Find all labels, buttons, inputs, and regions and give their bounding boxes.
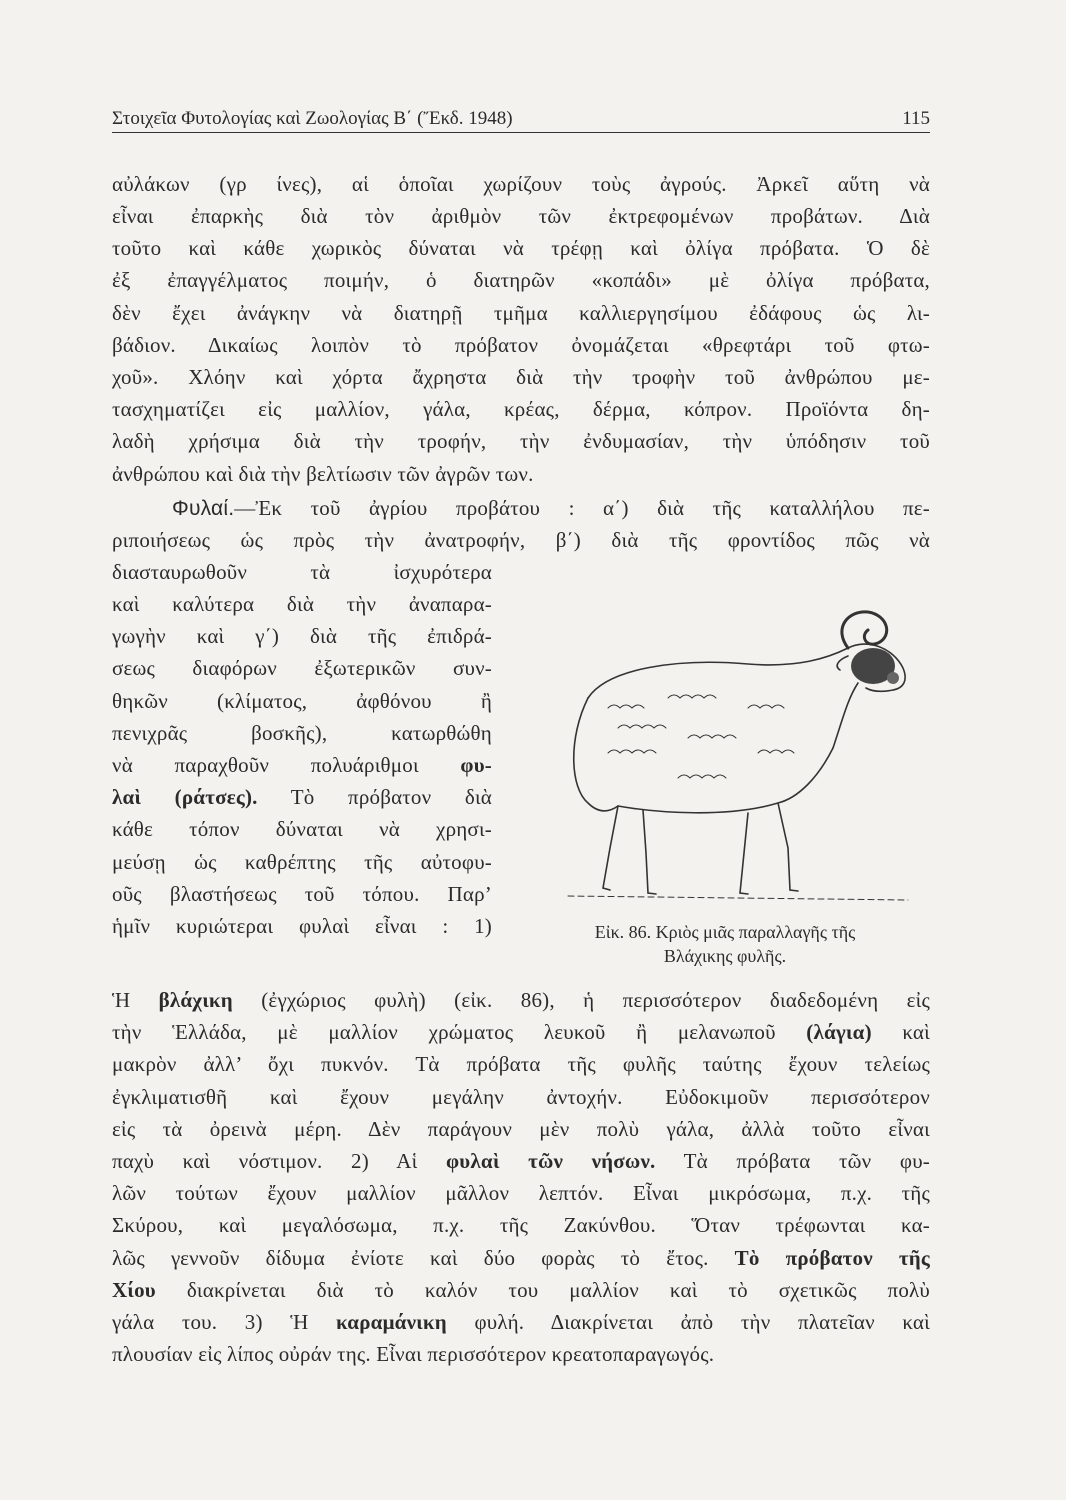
narrow-line: καὶ καλύτερα διὰ τὴν ἀναπαρα- bbox=[112, 592, 492, 616]
text-line bbox=[112, 1278, 930, 1303]
text-line bbox=[112, 1117, 930, 1142]
text-line bbox=[112, 1085, 930, 1110]
text-line: ἐξ ἐπαγγέλματος ποιμήν, ὁ διατηρῶν «κοπάδι» μὲ ὀλίγα πρόβατα, bbox=[112, 268, 930, 292]
text-span: Τὰ πρόβατα τῶν φυ- bbox=[655, 1149, 930, 1173]
narrow-line: διασταυρωθοῦν τὰ ἰσχυρότερα bbox=[112, 560, 492, 584]
narrow-line: οῦς βλαστήσεως τοῦ τόπου. Παρ’ bbox=[112, 882, 492, 906]
bold-term: Τὸ πρόβατον τῆς bbox=[734, 1246, 930, 1270]
text-span: φυλή. Διακρίνεται ἀπὸ τὴν πλατεῖαν καὶ bbox=[446, 1310, 930, 1334]
text-span: γάλα του. 3) Ἡ bbox=[112, 1310, 337, 1334]
narrow-line-with-bold bbox=[112, 753, 492, 778]
text-line bbox=[112, 1020, 930, 1045]
text-line: ριποιήσεως ὡς πρὸς τὴν ἀνατροφήν, β΄) διὰ τῆς φροντίδος πῶς νὰ bbox=[112, 528, 930, 552]
bold-term: καραμάνικη bbox=[336, 1310, 447, 1334]
text-span: εἰς τὰ ὀρεινὰ μέρη. Δὲν παράγουν μὲν πολὺ γάλα, ἀλλὰ τοῦτο εἶναι bbox=[112, 1117, 930, 1141]
caption-line: Εἰκ. 86. Κριὸς μιᾶς παραλλαγῆς τῆς bbox=[594, 922, 856, 942]
text-line: χοῦ». Χλόην καὶ χόρτα ἄχρηστα διὰ τὴν τροφὴν τοῦ ἀνθρώπου με- bbox=[112, 365, 930, 389]
narrow-text: Τὸ πρόβατον διὰ bbox=[290, 785, 492, 809]
section-text: —Ἐκ τοῦ ἀγρίου προβάτου : α΄) διὰ τῆς καταλλήλου πε- bbox=[234, 496, 930, 520]
text-span: ἐγκλιματισθῆ καὶ ἔχουν μεγάλην ἀντοχήν. Εὐδοκιμοῦν περισσότερον bbox=[112, 1085, 930, 1109]
page-number: 115 bbox=[902, 108, 930, 129]
text-span: διακρίνεται διὰ τὸ καλόν του μαλλίον καὶ τὸ σχετικῶς πολὺ bbox=[155, 1278, 930, 1302]
running-header bbox=[112, 106, 930, 133]
text-span: (ἐγχώριος φυλὴ) (εἰκ. 86), ἡ περισσότερον διαδεδομένη εἰς bbox=[232, 988, 930, 1012]
text-span: λῶν τούτων ἔχουν μαλλίον μᾶλλον λεπτόν. Εἶναι μικρόσωμα, π.χ. τῆς bbox=[112, 1181, 930, 1205]
narrow-line: πενιχρᾶς βοσκῆς), κατωρθώθη bbox=[112, 721, 492, 745]
narrow-line: κάθε τόπον δύναται νὰ χρησι- bbox=[112, 817, 492, 841]
narrow-text: νὰ παραχθοῦν πολυάριθμοι bbox=[112, 753, 419, 777]
narrow-line: ἡμῖν κυριώτεραι φυλαὶ εἶναι : 1) bbox=[112, 914, 492, 938]
text-span: Σκύρου, καὶ μεγαλόσωμα, π.χ. τῆς Ζακύνθου. Ὅταν τρέφωνται κα- bbox=[112, 1213, 930, 1237]
section-first-line bbox=[112, 496, 930, 521]
narrow-line: σεως διαφόρων ἐξωτερικῶν συν- bbox=[112, 656, 492, 680]
text-span: τὴν Ἑλλάδα, μὲ μαλλίον χρώματος λευκοῦ ἢ μελανωποῦ bbox=[112, 1020, 807, 1044]
bold-term: φυ- bbox=[460, 753, 492, 777]
text-line bbox=[112, 1181, 930, 1206]
bold-term: φυλαὶ τῶν νήσων. bbox=[446, 1149, 656, 1173]
bold-term: Χίου bbox=[112, 1278, 156, 1302]
text-line: αὐλάκων (γρ ίνες), αἱ ὁποῖαι χωρίζουν τοὺς ἀγρούς. Ἀρκεῖ αὕτη νὰ bbox=[112, 172, 930, 196]
text-line: δὲν ἔχει ἀνάγκην νὰ διατηρῇ τμῆμα καλλιεργησίμου ἐδάφους ὡς λι- bbox=[112, 301, 930, 325]
text-line: εἶναι ἐπαρκὴς διὰ τὸν ἀριθμὸν τῶν ἐκτρεφομένων προβάτων. Διὰ bbox=[112, 204, 930, 228]
text-span: Ἡ bbox=[112, 988, 159, 1012]
text-span: παχὺ καὶ νόστιμον. 2) Αἱ bbox=[112, 1149, 446, 1173]
text-line: τοῦτο καὶ κάθε χωρικὸς δύναται νὰ τρέφῃ καὶ ὀλίγα πρόβατα. Ὁ δὲ bbox=[112, 236, 930, 260]
narrow-line-with-bold bbox=[112, 785, 492, 810]
text-line bbox=[112, 1213, 930, 1238]
text-span: λῶς γεννοῦν δίδυμα ἐνίοτε καὶ δύο φορὰς τὸ ἔτος. bbox=[112, 1246, 735, 1270]
text-line: ἀνθρώπου καὶ διὰ τὴν βελτίωσιν τῶν ἀγρῶν των. bbox=[112, 462, 534, 486]
ram-drawing bbox=[548, 588, 928, 918]
narrow-line: θηκῶν (κλίματος, ἀφθόνου ἢ bbox=[112, 689, 492, 713]
text-line bbox=[112, 1052, 930, 1077]
text-span: πλουσίαν εἰς λίπος οὐράν της. Εἶναι περισσότερον κρεατοπαραγωγός. bbox=[112, 1342, 715, 1366]
ram-illustration bbox=[548, 588, 928, 918]
text-span: καὶ bbox=[871, 1020, 930, 1044]
running-title: Στοιχεῖα Φυτολογίας καὶ Ζωολογίας Β΄ (Ἔκδ. 1948) bbox=[112, 108, 513, 129]
narrow-line: μεύσῃ ὡς καθρέπτης τῆς αὐτοφυ- bbox=[112, 850, 492, 874]
bold-term: βλάχικη bbox=[158, 988, 233, 1012]
figure-caption bbox=[520, 920, 930, 968]
text-line: βάδιον. Δικαίως λοιπὸν τὸ πρόβατον ὀνομάζεται «θρεφτάρι τοῦ φτω- bbox=[112, 333, 930, 357]
text-line bbox=[112, 988, 930, 1013]
narrow-line: γωγὴν καὶ γ΄) διὰ τῆς ἐπιδρά- bbox=[112, 624, 492, 648]
text-line bbox=[112, 1246, 930, 1271]
bold-term: (λάγια) bbox=[806, 1020, 872, 1044]
bold-term: λαὶ (ράτσες). bbox=[112, 785, 258, 809]
text-line: τασχηματίζει εἰς μαλλίον, γάλα, κρέας, δέρμα, κόπρον. Προϊόντα δη- bbox=[112, 397, 930, 421]
text-line bbox=[112, 1149, 930, 1174]
text-line: λαδὴ χρήσιμα διὰ τὴν τροφήν, τὴν ἐνδυμασίαν, τὴν ὑπόδησιν τοῦ bbox=[112, 429, 930, 453]
text-span: μακρὸν ἀλλ’ ὄχι πυκνόν. Τὰ πρόβατα τῆς φυλῆς ταύτης ἔχουν τελείως bbox=[112, 1052, 930, 1076]
text-line bbox=[112, 1310, 930, 1335]
section-heading: Φυλαί. bbox=[172, 497, 235, 520]
caption-line: Βλάχικης φυλῆς. bbox=[663, 946, 787, 966]
text-line bbox=[112, 1342, 930, 1367]
